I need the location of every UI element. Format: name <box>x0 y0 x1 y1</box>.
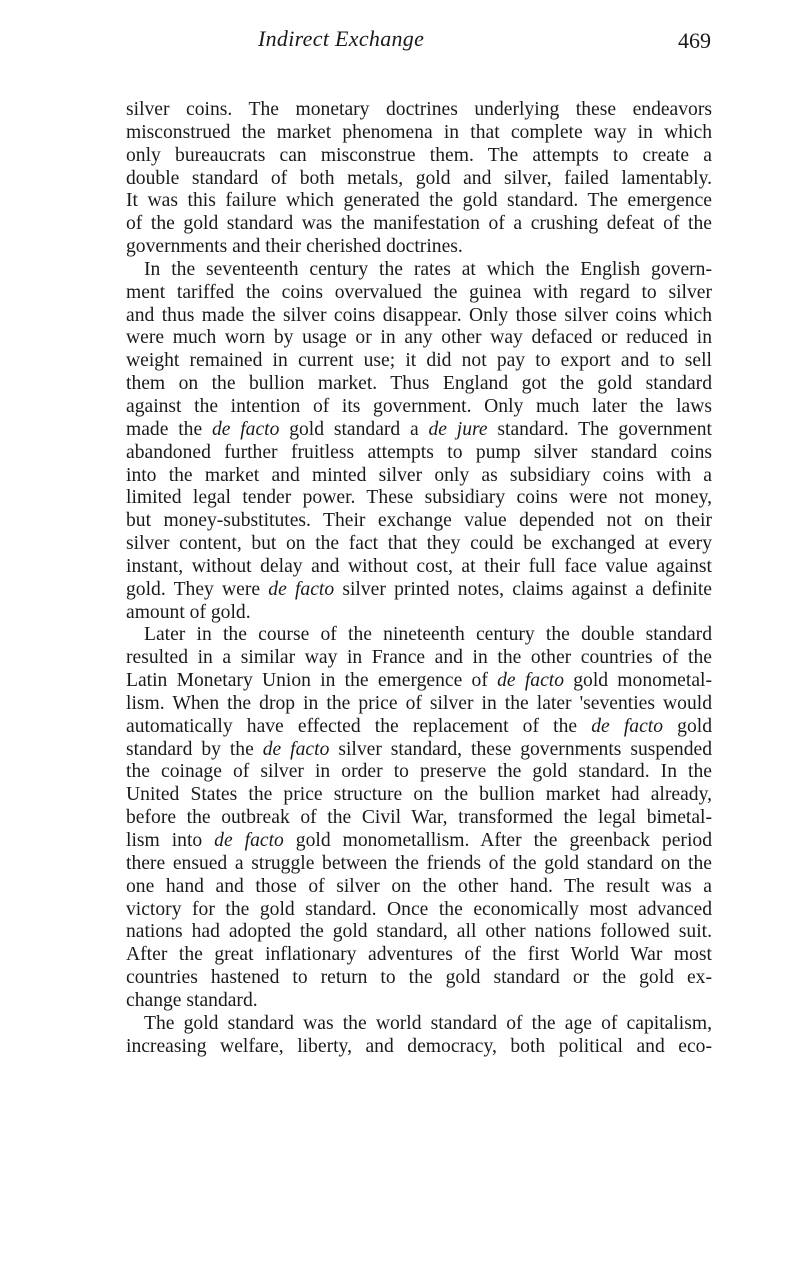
text-line <box>126 510 712 533</box>
text-line <box>126 693 712 716</box>
line-content <box>126 990 712 1013</box>
line-content <box>126 419 712 442</box>
text-segment: were much worn by usage or in any other way defaced or reduced in <box>126 327 712 349</box>
text-line <box>126 99 712 122</box>
text-line <box>126 465 712 488</box>
text-line <box>126 373 712 396</box>
text-line <box>126 533 712 556</box>
text-line <box>126 556 712 579</box>
text-segment: standard by the <box>126 738 263 760</box>
text-segment: gold. They were <box>126 578 269 600</box>
text-segment: silver standard, these governments suspended <box>329 738 712 760</box>
text-segment: weight remained in current use; it did not pay to export and to sell <box>126 350 712 372</box>
text-line <box>126 716 712 739</box>
text-segment: amount of gold. <box>126 601 251 623</box>
text-segment: standard. The government <box>487 418 712 440</box>
text-segment: automatically have effected the replacement of the <box>126 715 592 737</box>
text-segment: change standard. <box>126 989 258 1011</box>
body-text <box>126 99 712 1058</box>
italic-text: de facto <box>591 715 664 737</box>
text-segment: them on the bullion market. Thus England got the gold standard <box>126 373 712 395</box>
line-content <box>126 716 712 739</box>
line-content <box>126 739 712 762</box>
text-line <box>126 944 712 967</box>
text-segment: After the great inflationary adventures of the first World War most <box>126 944 712 966</box>
line-content <box>126 510 712 533</box>
text-segment: only bureaucrats can misconstrue them. The attempts to create a <box>126 144 712 166</box>
text-segment: gold standard a <box>279 418 429 440</box>
line-content <box>126 487 712 510</box>
text-segment: misconstrued the market phenomena in that complete way in which <box>126 121 712 143</box>
text-line <box>126 579 712 602</box>
text-segment: Latin Monetary Union in the emergence of <box>126 670 498 692</box>
text-segment: one hand and those of silver on the other hand. The result was a <box>126 875 712 897</box>
text-line <box>126 487 712 510</box>
text-line <box>126 624 712 647</box>
text-line <box>126 305 712 328</box>
line-content <box>126 465 712 488</box>
text-line <box>126 396 712 419</box>
text-segment: against the intention of its government. Only much later the laws <box>126 395 712 417</box>
line-content <box>126 579 712 602</box>
text-segment: lism into <box>126 830 215 851</box>
text-segment: resulted in a similar way in France and in the other countries of the <box>126 647 712 669</box>
chapter-title: Indirect Exchange <box>258 26 425 51</box>
text-line <box>126 602 712 625</box>
italic-text: de facto <box>214 830 284 851</box>
line-content <box>126 784 712 807</box>
text-segment: limited legal tender power. These subsidiary coins were not money, <box>126 487 712 509</box>
text-line <box>126 967 712 990</box>
text-segment: made the <box>126 418 212 440</box>
line-content <box>126 967 712 990</box>
text-segment: silver content, but on the fact that they could be exchanged at every <box>126 533 712 555</box>
text-segment: the coinage of silver in order to preserve the gold standard. In the <box>126 761 712 783</box>
line-content <box>126 168 712 191</box>
text-segment: instant, without delay and without cost, at their full face value against <box>126 555 712 577</box>
text-segment: nations had adopted the gold standard, all other nations followed suit. <box>126 921 712 943</box>
line-content <box>126 282 712 305</box>
italic-text: de facto <box>262 738 330 760</box>
text-segment: but money-substitutes. Their exchange value depended not on their <box>126 510 712 532</box>
text-segment: It was this failure which generated the gold standard. The emergence <box>126 190 712 212</box>
text-segment: before the outbreak of the Civil War, transformed the legal bimetal- <box>126 807 712 829</box>
text-line <box>126 282 712 305</box>
text-line <box>126 236 712 259</box>
text-segment: there ensued a struggle between the friends of the gold standard on the <box>126 852 712 874</box>
text-line <box>126 670 712 693</box>
line-content <box>126 373 712 396</box>
line-content <box>126 693 712 716</box>
line-content <box>126 396 712 419</box>
line-content <box>126 190 712 213</box>
line-content <box>126 556 712 579</box>
text-segment: silver coins. The monetary doctrines underlying these endeavors <box>126 99 712 120</box>
italic-text: de facto <box>211 418 280 440</box>
text-line <box>126 921 712 944</box>
line-content <box>126 145 712 168</box>
text-line <box>126 259 712 282</box>
text-line <box>126 761 712 784</box>
italic-text: de jure <box>428 418 488 440</box>
text-line <box>126 990 712 1013</box>
text-line <box>126 739 712 762</box>
text-line <box>126 168 712 191</box>
text-segment: into the market and minted silver only as subsidiary coins with a <box>126 464 712 486</box>
text-segment: governments and their cherished doctrines. <box>126 236 463 258</box>
line-content <box>126 830 712 853</box>
text-segment: United States the price structure on the bullion market had already, <box>126 784 712 806</box>
line-content <box>144 624 712 647</box>
text-line <box>126 876 712 899</box>
line-content <box>126 876 712 899</box>
text-line <box>126 1013 712 1036</box>
text-segment: gold <box>663 715 713 737</box>
text-segment: double standard of both metals, gold and silver, failed lamentably. <box>126 167 712 189</box>
text-line <box>126 213 712 236</box>
line-content <box>126 761 712 784</box>
text-line <box>126 350 712 373</box>
line-content <box>126 533 712 556</box>
line-content <box>126 807 712 830</box>
text-segment: abandoned further fruitless attempts to pump silver standard coins <box>126 441 712 463</box>
text-line <box>126 899 712 922</box>
line-content <box>126 602 712 625</box>
line-content <box>126 921 712 944</box>
text-line <box>126 853 712 876</box>
text-segment: The gold standard was the world standard of the age of capitalism, <box>144 1012 712 1034</box>
line-content <box>126 99 712 122</box>
text-line <box>126 647 712 670</box>
text-segment: gold monometal- <box>564 670 712 692</box>
line-content <box>144 259 712 282</box>
line-content <box>126 350 712 373</box>
line-content <box>126 899 712 922</box>
text-line <box>126 122 712 145</box>
line-content <box>126 305 712 328</box>
line-content <box>126 122 712 145</box>
text-segment: lism. When the drop in the price of silver in the later 'seventies would <box>126 692 712 714</box>
text-segment: increasing welfare, liberty, and democracy, both political and eco- <box>126 1035 712 1057</box>
line-content <box>126 670 712 693</box>
text-line <box>126 145 712 168</box>
line-content <box>144 1013 712 1036</box>
text-segment: of the gold standard was the manifestation of a crushing defeat of the <box>126 213 712 235</box>
running-head <box>0 26 790 56</box>
text-segment: Later in the course of the nineteenth century the double standard <box>144 624 712 646</box>
line-content <box>126 853 712 876</box>
line-content <box>126 1036 712 1059</box>
text-segment: victory for the gold standard. Once the economically most advanced <box>126 898 712 920</box>
line-content <box>126 236 712 259</box>
line-content <box>126 442 712 465</box>
line-content <box>126 944 712 967</box>
text-line <box>126 1036 712 1059</box>
text-line <box>126 442 712 465</box>
text-segment: silver printed notes, claims against a definite <box>334 578 713 600</box>
text-segment: In the seventeenth century the rates at which the English govern- <box>144 258 712 280</box>
text-segment: countries hastened to return to the gold standard or the gold ex- <box>126 967 712 989</box>
text-line <box>126 807 712 830</box>
text-line <box>126 419 712 442</box>
text-line <box>126 190 712 213</box>
text-line <box>126 327 712 350</box>
line-content <box>126 327 712 350</box>
line-content <box>126 213 712 236</box>
italic-text: de facto <box>268 578 335 600</box>
line-content <box>126 647 712 670</box>
italic-text: de facto <box>497 670 565 692</box>
page-number: 469 <box>678 28 711 53</box>
text-line <box>126 784 712 807</box>
text-segment: gold monometallism. After the greenback period <box>283 830 712 851</box>
text-segment: and thus made the silver coins disappear. Only those silver coins which <box>126 304 712 326</box>
text-line <box>126 830 712 853</box>
text-segment: ment tariffed the coins overvalued the guinea with regard to silver <box>126 281 712 303</box>
